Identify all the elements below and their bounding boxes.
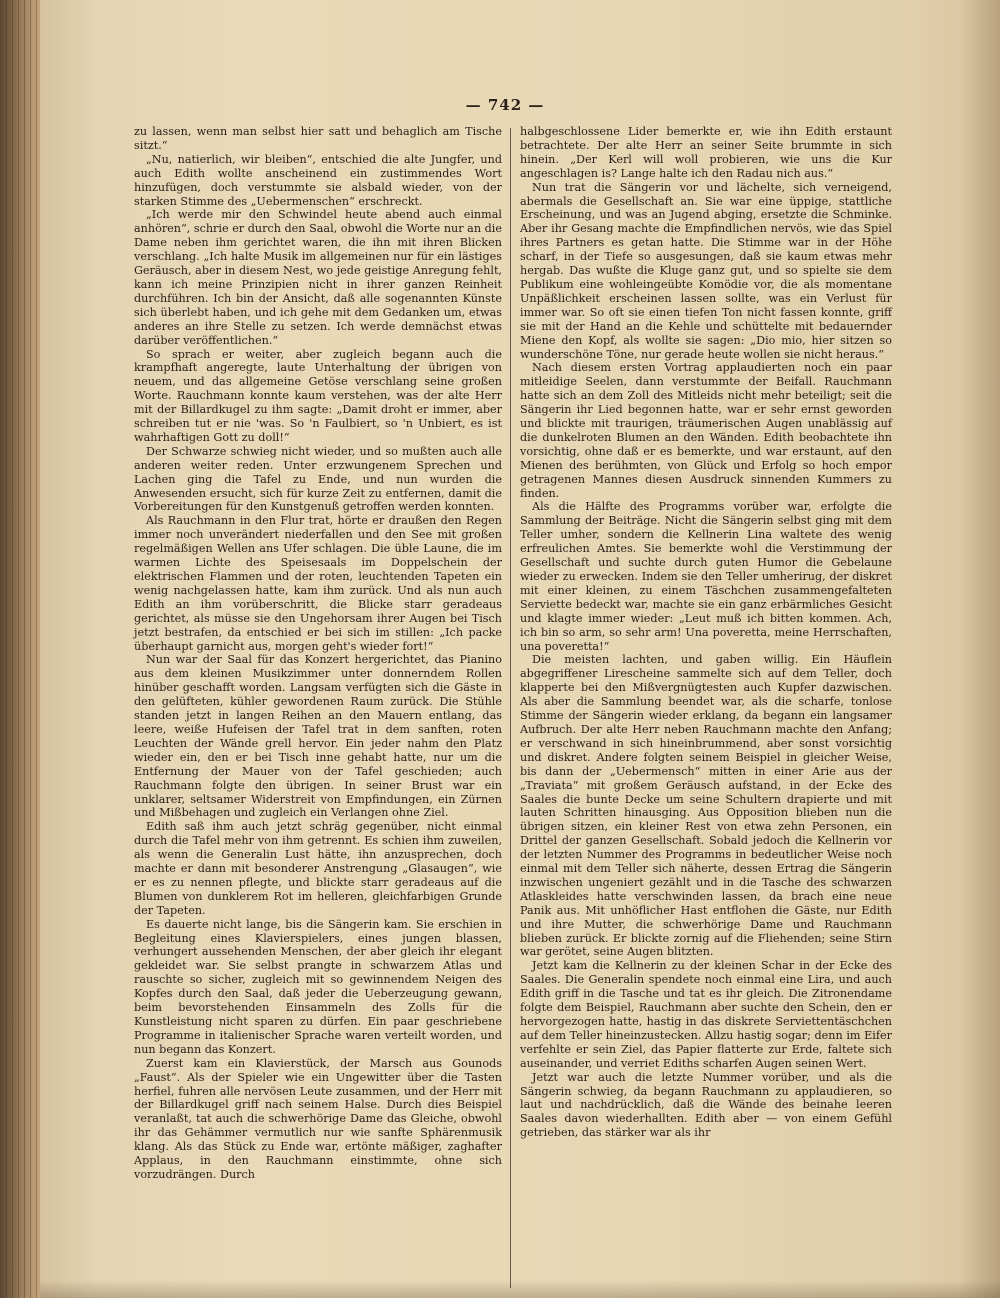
right-text-column [520,125,892,1140]
paragraph: halbgeschlossene Lider bemerkte er, wie ihn Edith erstaunt betrachtete. Der alte Herr an seiner Seite brummte in sich hinein. „Der Kerl will woll probieren, wie uns die Kur angeschlagen is? Lange halte ich den Radau nich aus.“ [520,125,892,180]
paragraph: Nun war der Saal für das Konzert hergerichtet, das Pianino aus dem kleinen Musikzimmer unter donnerndem Rollen hinüber geschafft worden. Langsam verfügten sich die Gäste in den gelüfteten, kühler gewordenen Raum zurück. Die Stühle standen jetzt in langen Reihen an den Mauern entlang, das leere, weiße Hufeisen der Tafel trat in dem sanften, roten Leuchten der Wände grell hervor. Ein jeder nahm den Platz wieder ein, den er bei Tisch inne gehabt hatte, nur um die Entfernung der Mauer von der Tafel geschieden; auch Rauchmann folgte den übrigen. In seiner Brust war ein unklarer, seltsamer Widerstreit von Empfindungen, ein Zürnen und Mißbehagen und zugleich ein Verlangen ohne Ziel. [134,653,502,820]
paragraph: Zuerst kam ein Klavierstück, der Marsch aus Gounods „Faust“. Als der Spieler wie ein Ungewitter über die Tasten herfiel, fuhren alle nervösen Leute zusammen, und der Herr mit der Billardkugel griff nach seinem Halse. Durch dies Beispiel veranlaßt, tat auch die schwerhörige Dame das Gleiche, obwohl ihr das Gehämmer vermutlich nur wie sanfte Sphärenmusik klang. Als das Stück zu Ende war, ertönte mäßiger, zaghafter Applaus, in den Rauchmann einstimmte, ohne sich vorzudrängen. Durch [134,1056,502,1181]
left-text-column [134,125,502,1182]
paragraph: „Ich werde mir den Schwindel heute abend auch einmal anhören“, schrie er durch den Saal, obwohl die Worte nur an die Dame neben ihm gerichtet waren, die ihn mit ihren Blicken verschlang. „Ich halte Musik im allgemeinen nur für ein lästiges Geräusch, aber in diesem Nest, wo jede geistige Anregung fehlt, kann ich meine Prinzipien nicht in ihrer ganzen Reinheit durchführen. Ich bin der Ansicht, daß alle sogenannten Künste sich überlebt haben, und ich gehe mit dem Gedanken um, etwas anderes an ihre Stelle zu setzen. Ich werde demnächst etwas darüber veröffentlichen.“ [134,208,502,347]
paragraph: Jetzt war auch die letzte Nummer vorüber, und als die Sängerin schwieg, da begann Rauchmann zu applaudieren, so laut und nachdrücklich, daß die Wände des beinahe leeren Saales davon wiederhallten. Edith aber — von einem Gefühl getrieben, das stärker war als ihr [520,1070,892,1140]
page-number: — 742 — [465,96,545,114]
paragraph: „Nu, natierlich, wir bleiben“, entschied die alte Jungfer, und auch Edith wollte anscheinend ein zustimmendes Wort hinzufügen, doch verstummte sie alsbald wieder, von der starken Stimme des „Uebermenschen“ erschreckt. [134,152,502,208]
paragraph: Jetzt kam die Kellnerin zu der kleinen Schar in der Ecke des Saales. Die Generalin spendete noch einmal eine Lira, und auch Edith griff in die Tasche und tat es ihr gleich. Die Zitronendame folgte dem Beispiel, Rauchmann aber suchte den Schein, den er hervorgezogen hatte, hastig in das diskrete Serviettentäschchen auf dem Teller hineinzustecken. Allzu hastig sogar; denn im Eifer verfehlte er sein Ziel, das Papier flatterte zur Erde, faltete sich auseinander, und verriet Ediths scharfen Augen seinen Wert. [520,959,892,1070]
paragraph: Nach diesem ersten Vortrag applaudierten noch ein paar mitleidige Seelen, dann verstummte der Beifall. Rauchmann hatte sich an dem Zoll des Mitleids nicht mehr beteiligt; seit die Sängerin ihr Lied begonnen hatte, war er sehr ernst geworden und blickte mit traurigen, träumerischen Augen unablässig auf die dunkelroten Blumen an den Wänden. Edith beobachtete ihn vorsichtig, ohne daß er es bemerkte, und war erstaunt, auf den Mienen des berühmten, von Glück und Erfolg so hoch empor getragenen Mannes diesen Ausdruck sinnenden Kummers zu finden. [520,361,892,500]
gutter-shadow [960,0,1000,1298]
paragraph: zu lassen, wenn man selbst hier satt und behaglich am Tische sitzt.“ [134,125,502,152]
column-divider [510,128,511,1288]
paragraph: Als die Hälfte des Programms vorüber war, erfolgte die Sammlung der Beiträge. Nicht die Sängerin selbst ging mit dem Teller umher, sondern die Kellnerin Lina waltete des wenig erfreulichen Amtes. Sie bemerkte wohl die Verstimmung der Gesellschaft und suchte durch guten Humor die Gebelaune wieder zu erwecken. Indem sie den Teller umherirug, der diskret mit einer kleinen, zu einem Täschchen zusammengefalteten Serviette bedeckt war, machte sie ein ganz erbärmliches Gesicht und klagte immer wieder: „Leut muß ich bitten kommen. Ach, ich bin so arm, so sehr arm! Una poveretta, meine Herrschaften, una poveretta!“ [520,500,892,653]
paragraph: Edith saß ihm auch jetzt schräg gegenüber, nicht einmal durch die Tafel mehr von ihm getrennt. Es schien ihm zuweilen, als wenn die Generalin Lust hätte, ihn anzusprechen, doch machte er dann mit besonderer Anstrengung „Glasaugen“, wie er es zu nennen pflegte, und blickte starr geradeaus auf die Blumen von dunklerem Rot im helleren, gleichfarbigen Grunde der Tapeten. [134,820,502,917]
paragraph: So sprach er weiter, aber zugleich begann auch die krampfhaft angeregte, laute Unterhaltung der übrigen von neuem, und das allgemeine Getöse verschlang seine großen Worte. Rauchmann konnte kaum verstehen, was der alte Herr mit der Billardkugel zu ihm sagte: „Damit droht er immer, aber schreiben tut er nie 'was. So 'n Faulbiert, so 'n Unbiert, es ist wahrhaftigen Gott zu doll!“ [134,347,502,444]
paragraph: Als Rauchmann in den Flur trat, hörte er draußen den Regen immer noch unverändert niederfallen und den See mit großen regelmäßigen Wellen ans Ufer schlagen. Die üble Laune, die im warmen Lichte des Speisesaals im Doppelschein der elektrischen Flammen und der roten, leuchtenden Tapeten ein wenig nachgelassen hatte, kam ihm zurück. Und als nun auch Edith an ihm vorüberschritt, die Blicke starr geradeaus gerichtet, als müsse sie den Ungehorsam ihrer Augen bei Tisch jetzt bestrafen, da entschied er bei sich im stillen: „Ich packe überhaupt garnicht aus, morgen geht's wieder fort!“ [134,514,502,653]
bottom-shade [40,1280,1000,1298]
paragraph: Die meisten lachten, und gaben willig. Ein Häuflein abgegriffener Lirescheine sammelte sich auf dem Teller, doch klapperte bei den Mißvergnügtesten auch Kupfer dazwischen. Als aber die Sammlung beendet war, als die scharfe, tonlose Stimme der Sängerin wieder erklang, da begann ein langsamer Aufbruch. Der alte Herr neben Rauchmann machte den Anfang; er verschwand in sich hineinbrummend, aber sonst vorsichtig und diskret. Andere folgten seinem Beispiel in gleicher Weise, bis dann der „Uebermensch“ mitten in einer Arie aus der „Traviata“ mit großem Geräusch aufstand, in der Ecke des Saales die bunte Decke um seine Schultern drapierte und mit lauten Schritten hinausging. Aus Opposition blieben nun die übrigen sitzen, ein kleiner Rest von etwa zehn Personen, ein Drittel der ganzen Gesellschaft. Sobald jedoch die Kellnerin vor der letzten Nummer des Programms in bedeutlicher Weise noch einmal mit dem Teller sich näherte, dessen Ertrag die Sängerin inzwischen ungeniert gezählt und in die Tasche des schwarzen Atlaskleides hatte verschwinden lassen, da brach eine neue Panik aus. Mit unhöflicher Hast entflohen die Gäste, nur Edith und ihre Mutter, die schwerhörige Dame und Rauchmann blieben zurück. Er blickte zornig auf die Fliehenden; seine Stirn war gerötet, seine Augen blitzten. [520,653,892,959]
paragraph: Der Schwarze schwieg nicht wieder, und so mußten auch alle anderen weiter reden. Unter erzwungenem Sprechen und Lachen ging die Tafel zu Ende, und nun wurden die Anwesenden ersucht, sich für kurze Zeit zu entfernen, damit die Vorbereitungen für den Kunstgenuß getroffen werden konnten. [134,444,502,514]
paragraph: Nun trat die Sängerin vor und lächelte, sich verneigend, abermals die Gesellschaft an. Sie war eine üppige, stattliche Erscheinung, und was an Jugend abging, ersetzte die Schminke. Aber ihr Gesang machte die Empfindlichen nervös, wie das Spiel ihres Partners es getan hatte. Die Stimme war in der Höhe scharf, in der Tiefe so ausgesungen, daß sie kaum etwas mehr hergab. Das wußte die Kluge ganz gut, und so spielte sie dem Publikum eine wohleingeübte Komödie vor, die als momentane Unpäßlichkeit erscheinen lassen sollte, was ein Verlust für immer war. So oft sie einen tiefen Ton nicht fassen konnte, griff sie mit der Hand an die Kehle und schüttelte mit bedauernder Miene den Kopf, als wollte sie sagen: „Dio mio, hier sitzen so wunderschöne Töne, nur gerade heute wollen sie nicht heraus.“ [520,180,892,361]
paragraph: Es dauerte nicht lange, bis die Sängerin kam. Sie erschien in Begleitung eines Klavierspielers, eines jungen blassen, verhungert aussehenden Menschen, der aber gleich ihr elegant gekleidet war. Sie selbst prangte in schwarzem Atlas und rauschte so sicher, zugleich mit so gewinnendem Neigen des Kopfes durch den Saal, daß jeder die Ueberzeugung gewann, beim bevorstehenden Einsammeln des Zolls für die Kunstleistung nicht sparen zu dürfen. Ein paar geschriebene Programme in italienischer Sprache waren verteilt worden, und nun begann das Konzert. [134,917,502,1056]
